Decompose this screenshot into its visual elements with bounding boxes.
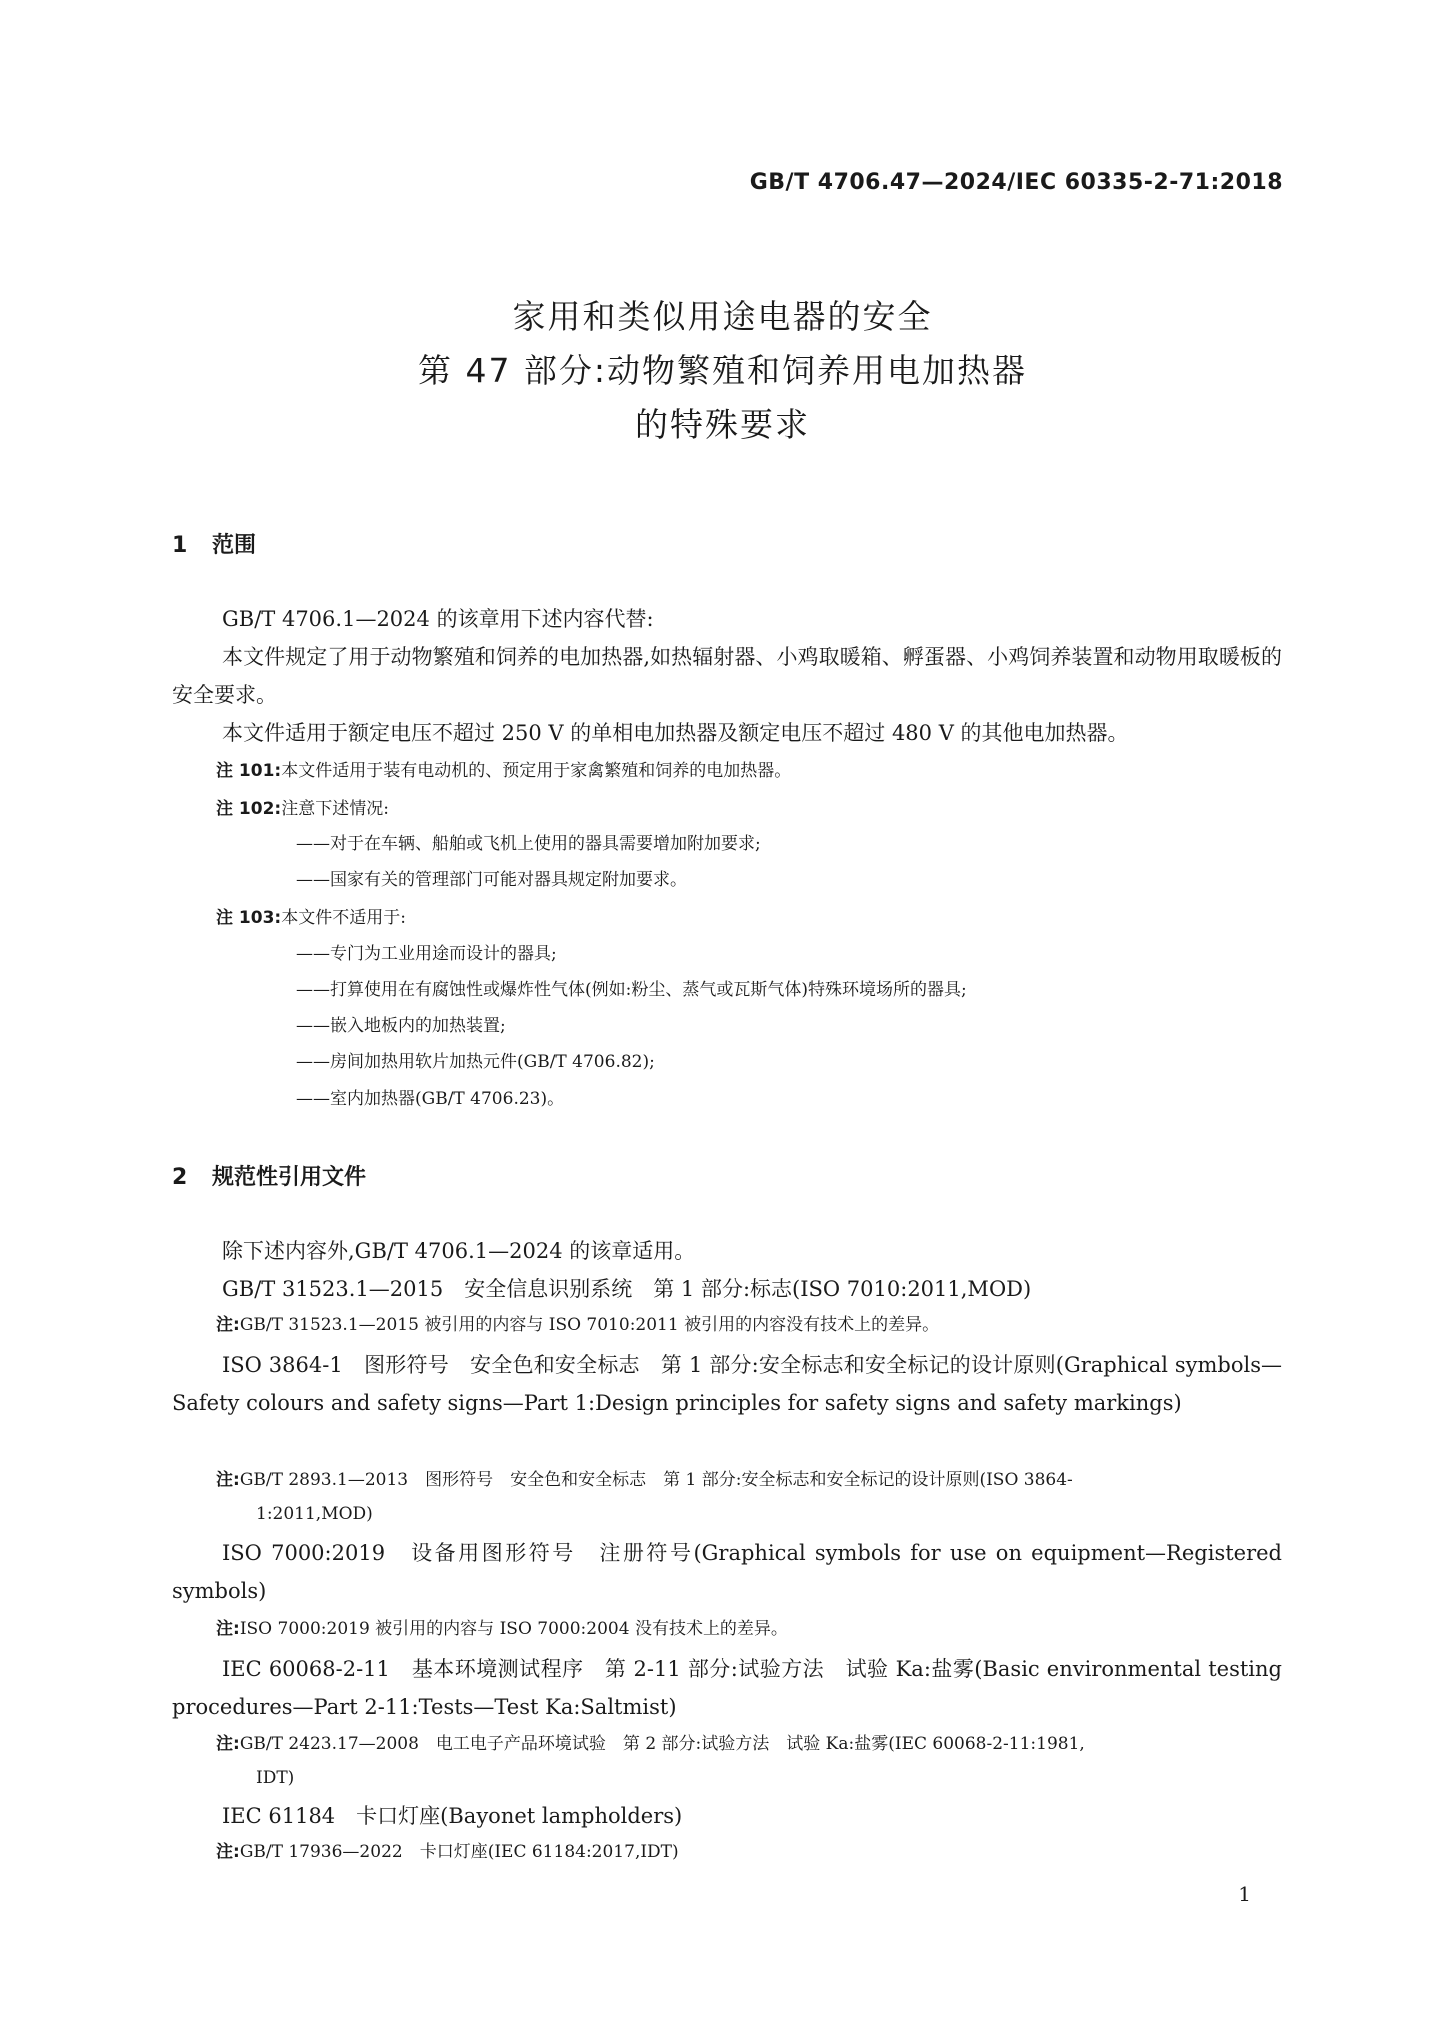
note-label: 注 102: <box>216 799 282 819</box>
note-text: ISO 7000:2019 被引用的内容与 ISO 7000:2004 没有技术上的差异。 <box>239 1619 788 1639</box>
note-text: GB/T 31523.1—2015 被引用的内容与 ISO 7010:2011 被引用的内容没有技术上的差异。 <box>239 1315 940 1335</box>
reference-iec-61184: IEC 61184 卡口灯座(Bayonet lampholders) <box>222 1804 683 1828</box>
reference-note <box>216 1730 1085 1758</box>
note-102 <box>216 795 389 823</box>
section-2-heading <box>172 1160 366 1191</box>
note-label: 注: <box>216 1470 240 1490</box>
note-text: 本文件不适用于: <box>281 908 406 928</box>
note-label: 注: <box>216 1734 240 1754</box>
note-102-item: ——对于在车辆、船舶或飞机上使用的器具需要增加附加要求; <box>296 834 761 854</box>
page-number: 1 <box>1238 1882 1251 1906</box>
section-title: 范围 <box>212 533 257 558</box>
note-text: 本文件适用于装有电动机的、预定用于家禽繁殖和饲养的电加热器。 <box>281 761 792 781</box>
reference-iso-7000: ISO 7000:2019 设备用图形符号 注册符号(Graphical symbols for use on equipment—Registered symbols) <box>172 1541 1282 1603</box>
title-line-2: 第 47 部分:动物繁殖和饲养用电加热器 <box>417 351 1028 390</box>
note-103 <box>216 904 406 932</box>
note-text: GB/T 2893.1—2013 图形符号 安全色和安全标志 第 1 部分:安全标志和安全标记的设计原则(ISO 3864- <box>239 1470 1073 1490</box>
note-103-item: ——打算使用在有腐蚀性或爆炸性气体(例如:粉尘、蒸气或瓦斯气体)特殊环境场所的器具; <box>296 980 967 1000</box>
section-2-paragraph-1: 除下述内容外,GB/T 4706.1—2024 的该章适用。 <box>222 1239 696 1263</box>
note-103-item: ——专门为工业用途而设计的器具; <box>296 944 557 964</box>
reference-iso-3864-1: ISO 3864-1 图形符号 安全色和安全标志 第 1 部分:安全标志和安全标记的设计原则(Graphical symbols—Safety colours and safety signs—Part 1:Design principles for safety signs and safety markings) <box>172 1353 1282 1415</box>
reference-note <box>216 1311 939 1339</box>
note-label: 注 101: <box>216 761 282 781</box>
title-line-1: 家用和类似用途电器的安全 <box>512 297 933 336</box>
note-103-item: ——房间加热用软片加热元件(GB/T 4706.82); <box>296 1052 655 1072</box>
document-title <box>0 290 1445 452</box>
reference-note <box>216 1615 788 1643</box>
standard-code: GB/T 4706.47—2024/IEC 60335-2-71:2018 <box>749 170 1283 195</box>
title-line-3: 的特殊要求 <box>635 405 810 444</box>
note-text: GB/T 17936—2022 卡口灯座(IEC 61184:2017,IDT) <box>239 1842 679 1862</box>
note-103-item: ——嵌入地板内的加热装置; <box>296 1016 506 1036</box>
note-label: 注 103: <box>216 908 282 928</box>
section-title: 规范性引用文件 <box>212 1165 367 1190</box>
reference-iec-60068-2-11: IEC 60068-2-11 基本环境测试程序 第 2-11 部分:试验方法 试验 Ka:盐雾(Basic environmental testing procedures—Part 2-11:Tests—Test Ka:Saltmist) <box>172 1657 1282 1719</box>
note-text: GB/T 2423.17—2008 电工电子产品环境试验 第 2 部分:试验方法 试验 Ka:盐雾(IEC 60068-2-11:1981, <box>239 1734 1085 1754</box>
section-1-paragraph-1: GB/T 4706.1—2024 的该章用下述内容代替: <box>222 607 654 631</box>
note-103-item: ——室内加热器(GB/T 4706.23)。 <box>296 1089 565 1109</box>
reference-note-continuation: 1:2011,MOD) <box>256 1504 373 1524</box>
note-text: 注意下述情况: <box>281 799 389 819</box>
note-102-item: ——国家有关的管理部门可能对器具规定附加要求。 <box>296 870 687 890</box>
section-1-paragraph-2: 本文件规定了用于动物繁殖和饲养的电加热器,如热辐射器、小鸡取暖箱、孵蛋器、小鸡饲养装置和动物用取暖板的安全要求。 <box>172 645 1282 707</box>
note-label: 注: <box>216 1842 240 1862</box>
section-number: 1 <box>172 533 188 558</box>
reference-gb-t-31523: GB/T 31523.1—2015 安全信息识别系统 第 1 部分:标志(ISO 7010:2011,MOD) <box>222 1277 1032 1301</box>
section-number: 2 <box>172 1165 188 1190</box>
section-1-heading <box>172 528 256 559</box>
reference-note <box>216 1838 679 1866</box>
note-label: 注: <box>216 1315 240 1335</box>
note-101 <box>216 757 791 785</box>
note-label: 注: <box>216 1619 240 1639</box>
reference-note <box>216 1466 1073 1494</box>
reference-note-continuation: IDT) <box>256 1768 295 1788</box>
section-1-paragraph-3: 本文件适用于额定电压不超过 250 V 的单相电加热器及额定电压不超过 480 V 的其他电加热器。 <box>222 721 1129 745</box>
